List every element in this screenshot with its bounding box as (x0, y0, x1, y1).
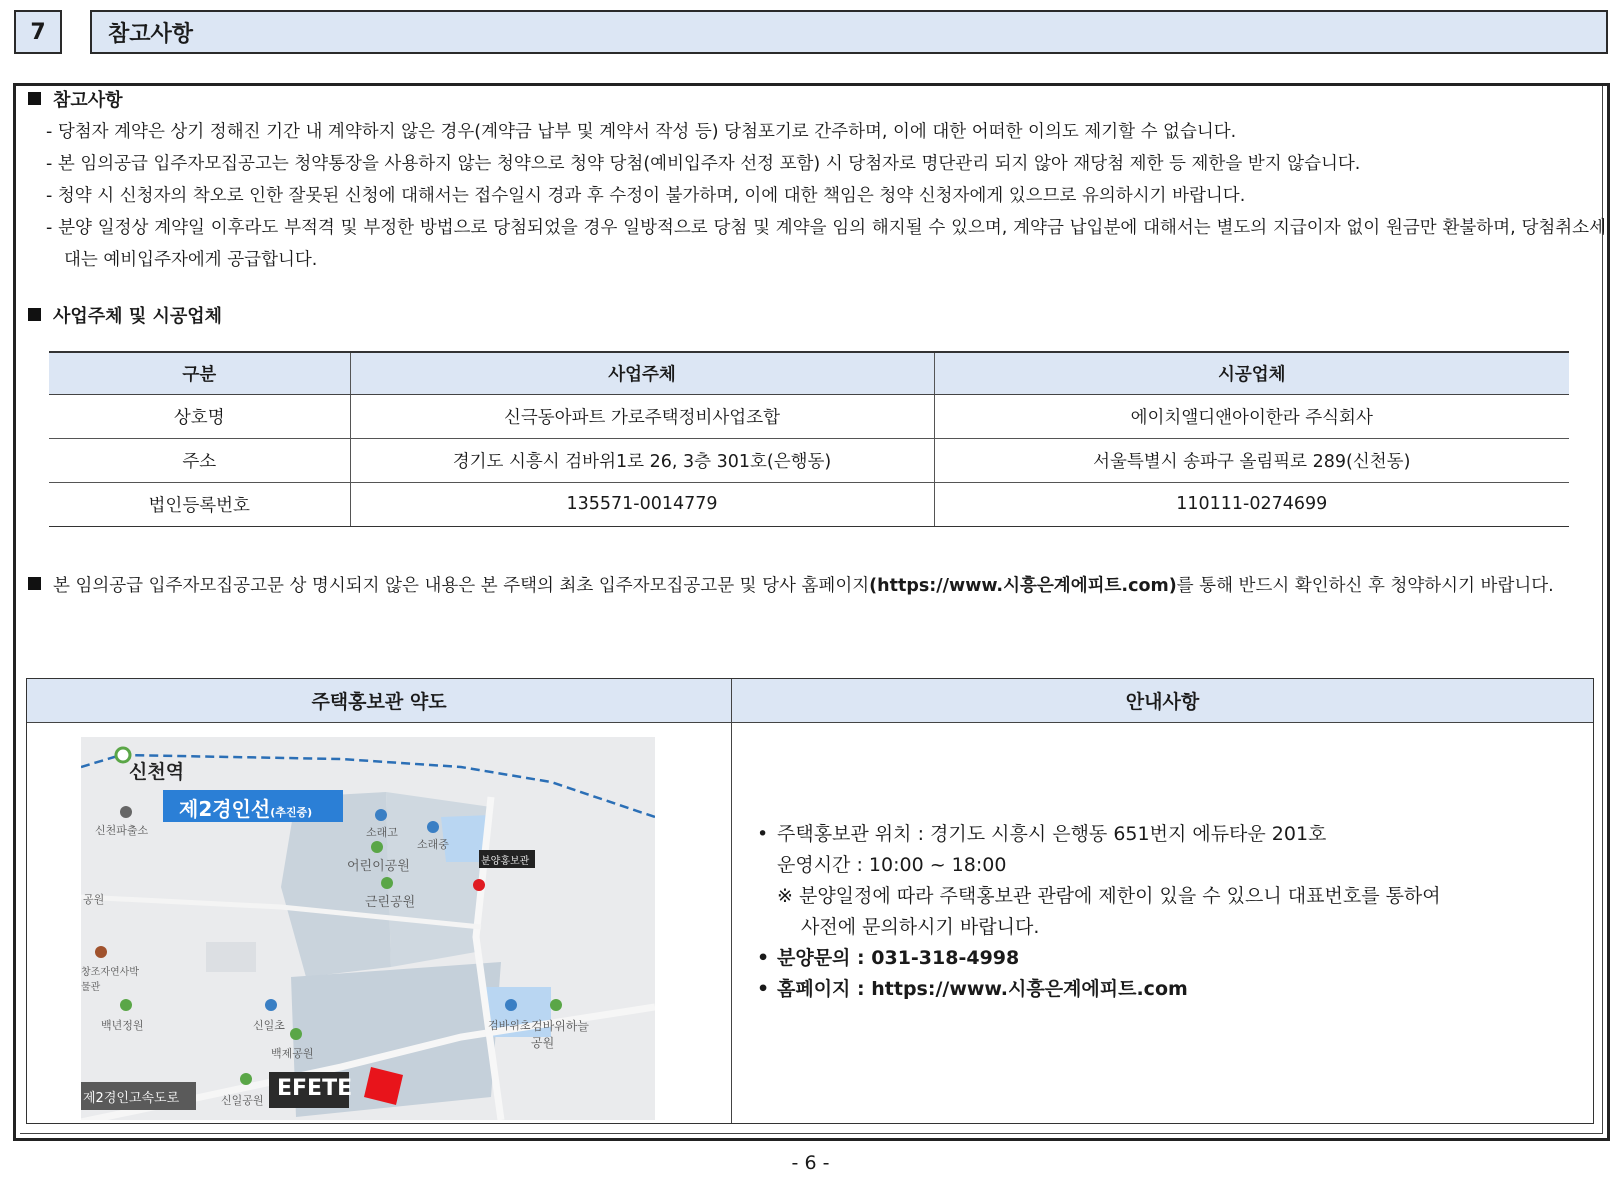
location-line: • 주택홍보관 위치 : 경기도 시흥시 은행동 651번지 에듀타운 201호 (757, 819, 1441, 850)
location-map (81, 737, 655, 1120)
map-label-place: 신일공원 (221, 1094, 264, 1107)
map-label-place: 창조자연사박물관 (81, 967, 139, 993)
table-cell: 신극동아파트 가로주택정비사업조합 (350, 394, 934, 438)
info-heading: 안내사항 (732, 679, 1593, 723)
list-item: - 청약 시 신청자의 착오로 인한 잘못된 신청에 대해서는 접수일시 경과 후 수정이 불가하며, 이에 대한 책임은 청약 신청자에게 있으므로 유의하시기 바랍니다. (46, 186, 1246, 206)
guide-info (757, 819, 1441, 1005)
table-cell: 주소 (49, 438, 350, 482)
table-cell: 상호명 (49, 394, 350, 438)
map-label-place: 어린이공원 (347, 859, 410, 874)
map-label-place: 백제공원 (271, 1047, 314, 1060)
column-divider (731, 679, 732, 1123)
list-item: - 본 임의공급 입주자모집공고는 청약통장을 사용하지 않는 청약으로 청약 당첨(예비입주자 선정 포함) 시 당첨자로 명단관리 되지 않아 재당첨 제한 등 제한을 받지 않습니다. (46, 154, 1361, 174)
homepage-link[interactable]: (https://www.시흥은계에피트.com) (869, 576, 1177, 596)
map-label-road: 제2경인고속도로 (83, 1091, 180, 1106)
table-row (49, 482, 1569, 526)
map-label-brand: EFETE (277, 1076, 353, 1101)
list-item: - 당첨자 계약은 상기 정해진 기간 내 계약하지 않은 경우(계약금 납부 및 계약서 작성 등) 당첨포기로 간주하며, 이에 대한 어떠한 이의도 제기할 수 없습니다. (46, 122, 1237, 142)
map-label-place: 신일초 (253, 1019, 285, 1032)
homepage-notice: 본 임의공급 입주자모집공고문 상 명시되지 않은 내용은 본 주택의 최초 입주자모집공고문 및 당사 홈페이지(https://www.시흥은계에피트.com)를 통해 반드시 확인하신 후 청약하시기 바랍니다. (28, 570, 1588, 602)
table-cell: 경기도 시흥시 검바위1로 26, 3층 301호(은행동) (350, 438, 934, 482)
content-frame (13, 83, 1610, 1141)
map-heading: 주택홍보관 약도 (27, 679, 731, 723)
bullet-icon: • (757, 947, 770, 969)
map-label-place: 공원 (83, 893, 105, 906)
column-header: 시공업체 (934, 352, 1569, 394)
map-graphic (81, 737, 655, 1120)
table-header-row (49, 352, 1569, 394)
inquiry-line: • 분양문의 : 031-318-4998 (757, 943, 1441, 974)
square-bullet-icon (28, 308, 41, 321)
column-header: 구분 (49, 352, 350, 394)
section-title: 참고사항 (90, 10, 1608, 54)
table-cell: 110111-0274699 (934, 482, 1569, 526)
map-label-place: 백년정원 (101, 1019, 144, 1032)
map-label-place: 소래중 (417, 838, 449, 851)
table-cell: 법인등록번호 (49, 482, 350, 526)
guide-box (26, 678, 1594, 1124)
map-label-place: 소래고 (366, 826, 398, 839)
map-label-place: 근린공원 (365, 895, 416, 910)
map-label-station: 신천역 (129, 761, 185, 783)
section-number: 7 (14, 10, 62, 54)
homepage-url[interactable]: https://www.시흥은계에피트.com (871, 978, 1188, 1000)
hours-line: 운영시간 : 10:00 ~ 18:00 (777, 854, 1007, 876)
table-row (49, 394, 1569, 438)
map-label-place: 검바위하늘공원 (531, 1019, 589, 1050)
map-label-place: 신천파출소 (95, 824, 149, 837)
companies-heading: 사업주체 및 시공업체 (28, 302, 222, 328)
table-cell: 135571-0014779 (350, 482, 934, 526)
caution-line: ※ 분양일정에 따라 주택홍보관 관람에 제한이 있을 수 있으니 대표번호를 통하여 (777, 885, 1441, 907)
column-header: 사업주체 (350, 352, 934, 394)
map-label-office: 분양홍보관 (481, 856, 530, 867)
map-label-place: 검바위초 (488, 1019, 531, 1032)
list-item: - 분양 일정상 계약일 이후라도 부적격 및 부정한 방법으로 당첨되었을 경우 일방적으로 당첨 및 계약을 임의 해지될 수 있으며, 계약금 납입분에 대해서는 별도의 지급이자 없이 원금만 환불하며, 당첨취소세대는 예비입주자에게 공급합니다. (46, 218, 1606, 270)
homepage-line: • 홈페이지 : https://www.시흥은계에피트.com (757, 974, 1441, 1005)
caution-line: 사전에 문의하시기 바랍니다. (801, 916, 1040, 938)
map-label-line: 제2경인선(추진중) (179, 797, 313, 821)
notes-list (36, 116, 1606, 276)
table-row (49, 438, 1569, 482)
notes-heading: 참고사항 (28, 86, 123, 112)
table-cell: 서울특별시 송파구 올림픽로 289(신천동) (934, 438, 1569, 482)
bullet-icon: • (757, 823, 769, 845)
square-bullet-icon (28, 92, 41, 105)
table-cell: 에이치앨디앤아이한라 주식회사 (934, 394, 1569, 438)
page-number: - 6 - (791, 1152, 830, 1174)
square-bullet-icon (28, 577, 41, 590)
companies-table (49, 351, 1569, 527)
bullet-icon: • (757, 978, 770, 1000)
